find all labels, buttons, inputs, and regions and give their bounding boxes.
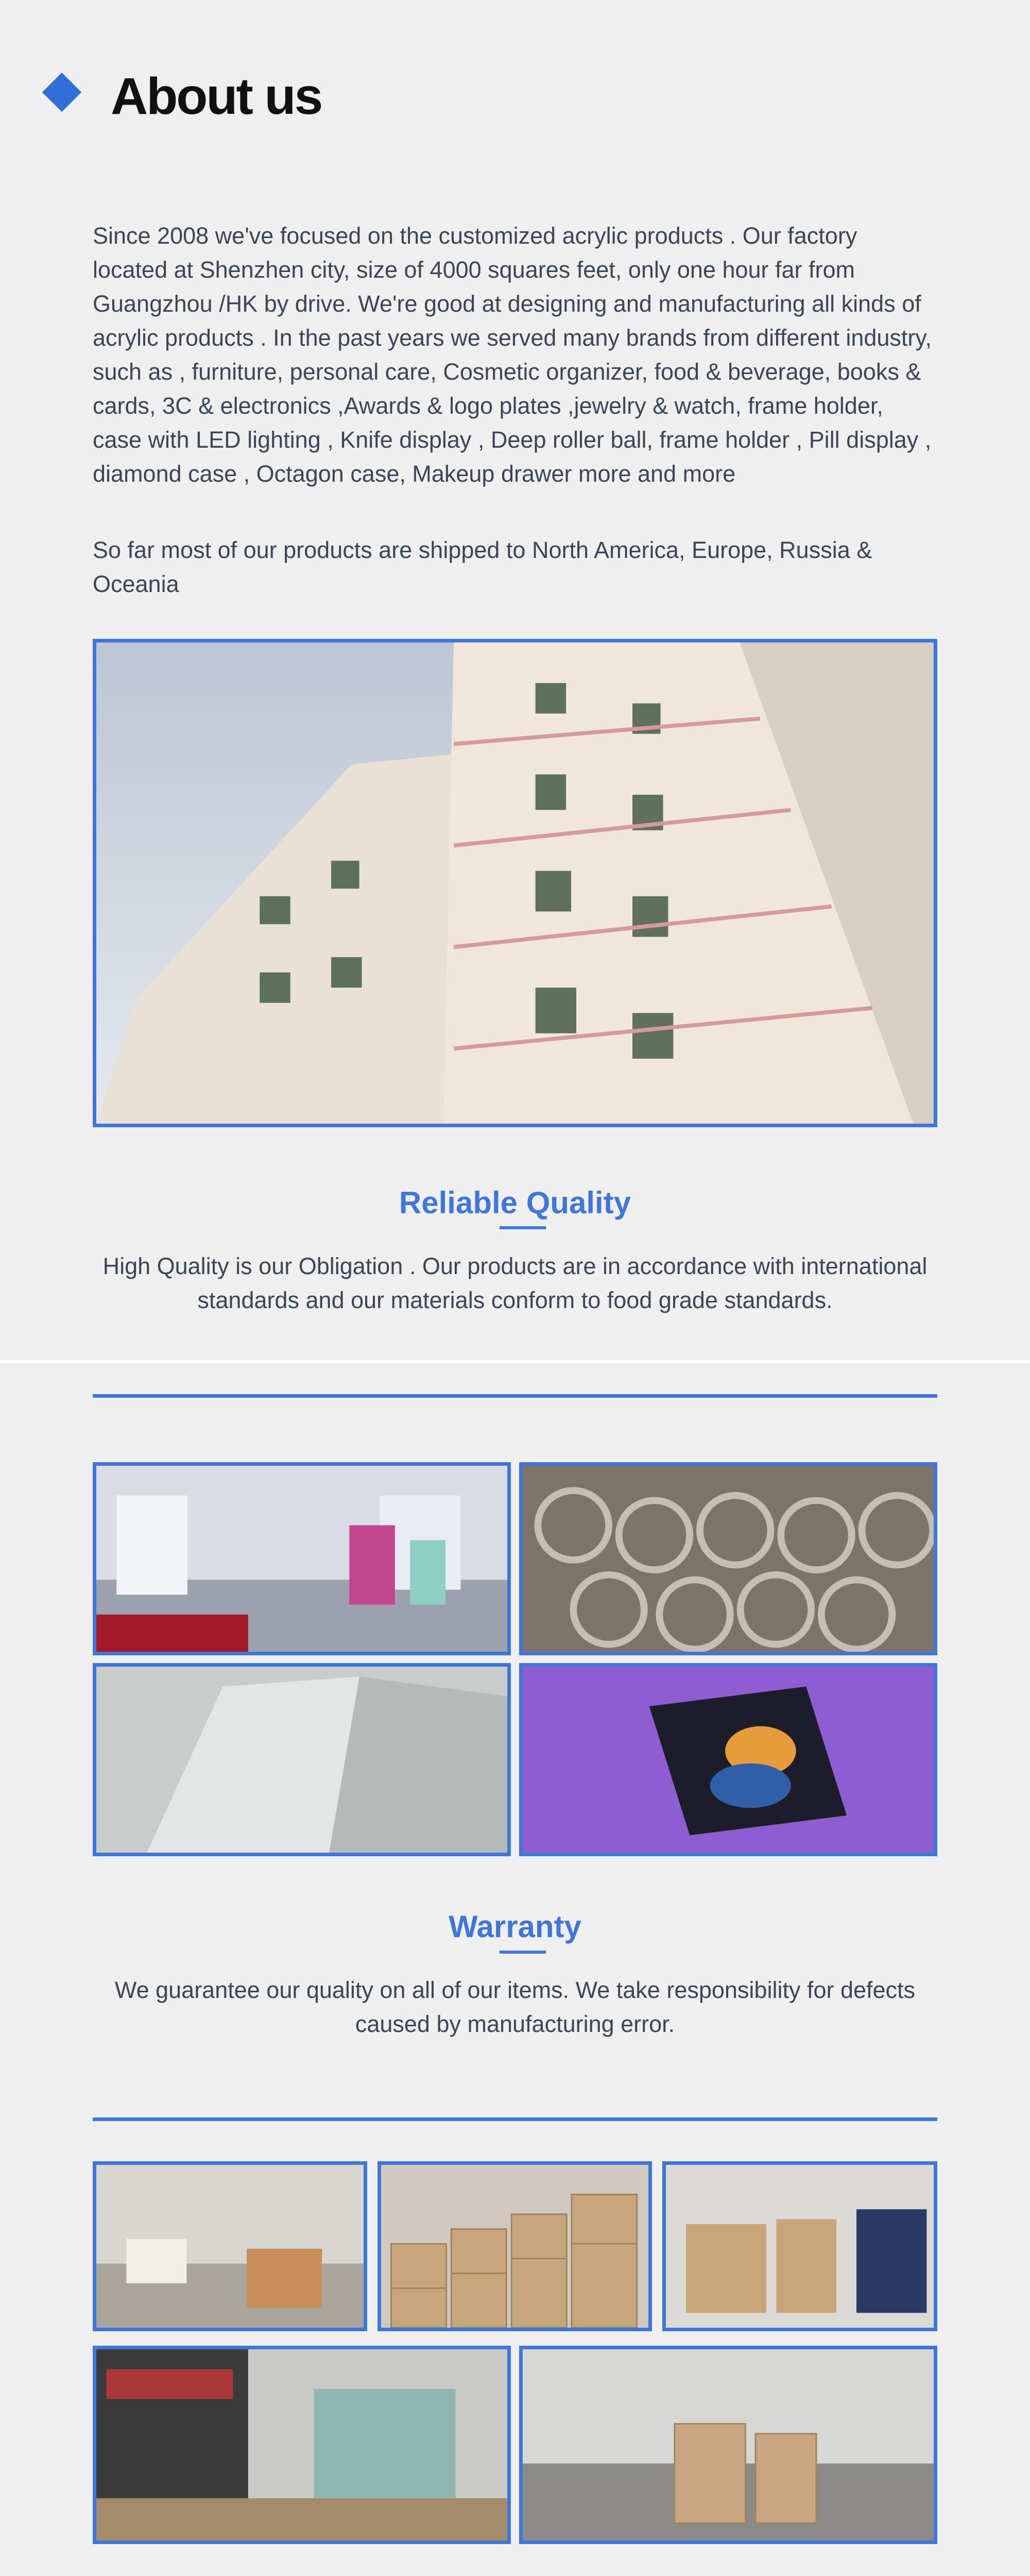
blue-rule: [93, 1394, 937, 1398]
diamond-icon: [42, 73, 81, 112]
page-title: About us: [111, 67, 322, 125]
showroom-photo: [93, 1462, 511, 1655]
blue-rule: [93, 2117, 937, 2121]
intro-paragraph: Since 2008 we've focused on the customized acrylic products . Our factory located at Shenzhen city, size of 4000 squares feet, only one hour far from Guangzhou /HK by drive. We're good at designing and manufacturing all kinds of acrylic products . In the past years we served many brands from different industry, such as , furniture, personal care, Cosmetic organizer, food & beverage, books & cards, 3C & electronics ,Awards & logo plates ,jewelry & watch, frame holder, case with LED lighting , Knife display , Deep roller ball, frame holder , Pill display , diamond case , Octagon case, Makeup drawer more and more: [93, 223, 932, 487]
warehouse-photo: [662, 2161, 937, 2331]
section-divider: [0, 1360, 1030, 1363]
factory-building-photo: [93, 639, 937, 1127]
heading-underline: [500, 1226, 546, 1229]
quality-heading: Reliable Quality: [399, 1185, 631, 1220]
production-floor-photo: [519, 2346, 937, 2544]
cartons-photo: [377, 2161, 652, 2331]
quality-text: High Quality is our Obligation . Our products are in accordance with international standards and our materials conform to food grade standards.: [102, 1253, 928, 1313]
logo-plate-photo: [519, 1663, 937, 1856]
acrylic-block-photo: [93, 1663, 511, 1856]
warranty-heading: Warranty: [449, 1909, 581, 1944]
acrylic-rods-photo: [519, 1462, 937, 1655]
workshop-photo: [93, 2161, 367, 2331]
heading-underline: [500, 1951, 546, 1954]
office-entrance-photo: [93, 2346, 511, 2544]
warranty-text: We guarantee our quality on all of our items. We take responsibility for defects caused by manufacturing error.: [114, 1977, 916, 2037]
shipping-paragraph: So far most of our products are shipped to North America, Europe, Russia & Oceania: [93, 537, 872, 597]
